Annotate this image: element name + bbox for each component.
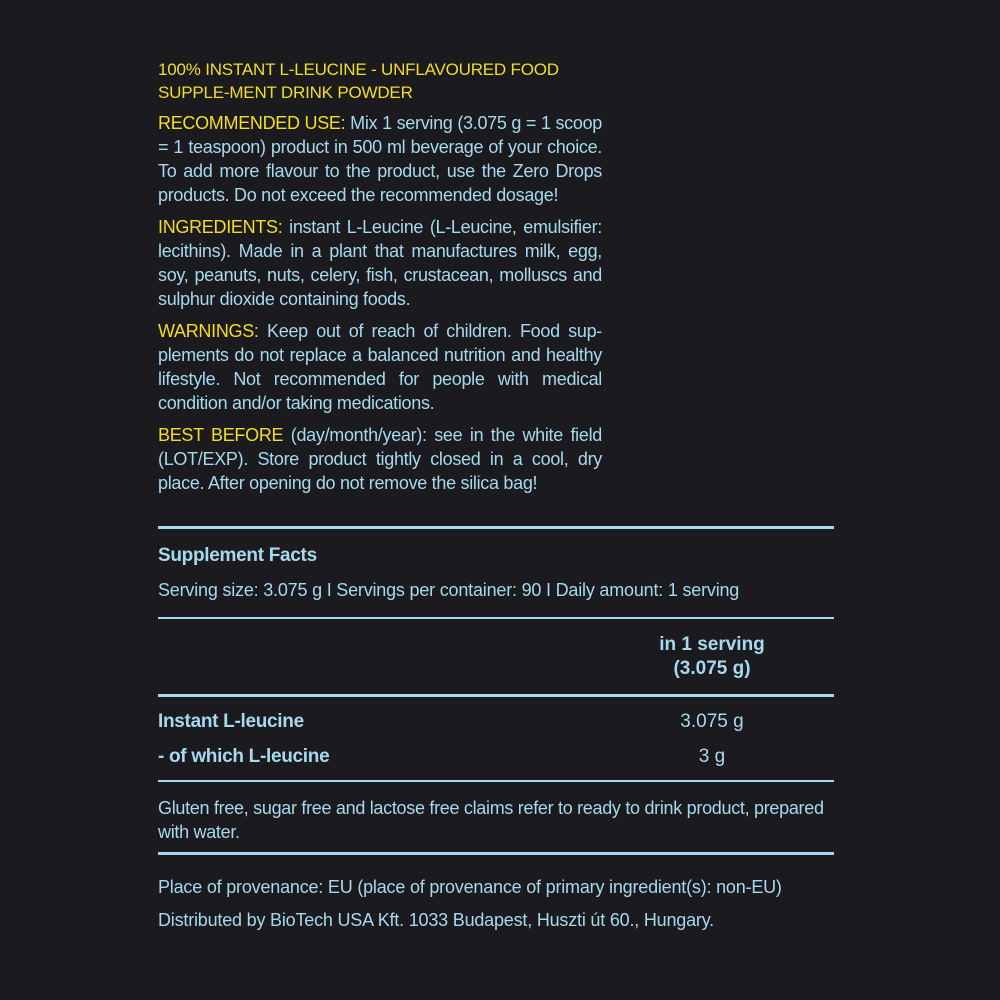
recommended-use-paragraph — [158, 111, 602, 207]
warnings-heading: WARNINGS: — [158, 321, 259, 341]
free-from-claims: Gluten free, sugar free and lactose free claims refer to ready to drink product, prepared with water. — [158, 798, 824, 842]
divider — [158, 617, 834, 619]
divider — [158, 694, 834, 697]
column-header-line1: in 1 serving — [659, 634, 765, 655]
product-title: 100% INSTANT L-LEUCINE - UNFLAVOURED FOOD SUPPLE-MENT DRINK POWDER — [158, 60, 559, 102]
column-header — [630, 633, 794, 681]
nutrient-name: Instant L-leucine — [158, 711, 304, 732]
divider — [158, 526, 834, 529]
nutrient-value: 3.075 g — [680, 711, 744, 732]
supplement-facts-title: Supplement Facts — [158, 545, 317, 566]
serving-size-line: Serving size: 3.075 g I Servings per container: 90 I Daily amount: 1 serving — [158, 580, 740, 600]
divider — [158, 852, 834, 855]
distributor-text: Distributed by BioTech USA Kft. 1033 Budapest, Huszti út 60., Hungary. — [158, 910, 714, 930]
recommended-use-heading: RECOMMENDED USE: — [158, 113, 346, 133]
best-before-heading: BEST BEFORE — [158, 425, 284, 445]
warnings-paragraph — [158, 319, 602, 415]
ingredients-paragraph — [158, 215, 602, 311]
best-before-paragraph — [158, 423, 602, 495]
best-before-text: (day/month/year): see in the white field (LOT/EXP). Store product tightly closed in a cool, dry place. After opening do not remove the silica bag! — [158, 425, 603, 493]
ingredients-text: instant L-Leucine (L-Leucine, emulsifier: lecithins). Made in a plant that manufactures milk, egg, soy, peanuts, nuts, celery, fish, crustacean, molluscs and sulphur dioxide containing foods. — [158, 217, 602, 309]
recommended-use-text: Mix 1 serving (3.075 g = 1 scoop = 1 teaspoon) product in 500 ml beverage of your choice. To add more flavour to the product, use the Zero Drops products. Do not exceed the recommended dosage! — [158, 113, 603, 205]
nutrient-value: 3 g — [698, 746, 726, 767]
column-header-line2: (3.075 g) — [673, 658, 751, 679]
warnings-text: Keep out of reach of children. Food sup-plements do not replace a balanced nutrition and healthy lifestyle. Not recommended for people with medical condition and/or taking medications. — [158, 321, 602, 413]
ingredients-heading: INGREDIENTS: — [158, 217, 283, 237]
nutrient-name: - of which L-leucine — [158, 746, 330, 767]
divider — [158, 780, 834, 782]
provenance-text: Place of provenance: EU (place of provenance of primary ingredient(s): non-EU) — [158, 877, 782, 897]
